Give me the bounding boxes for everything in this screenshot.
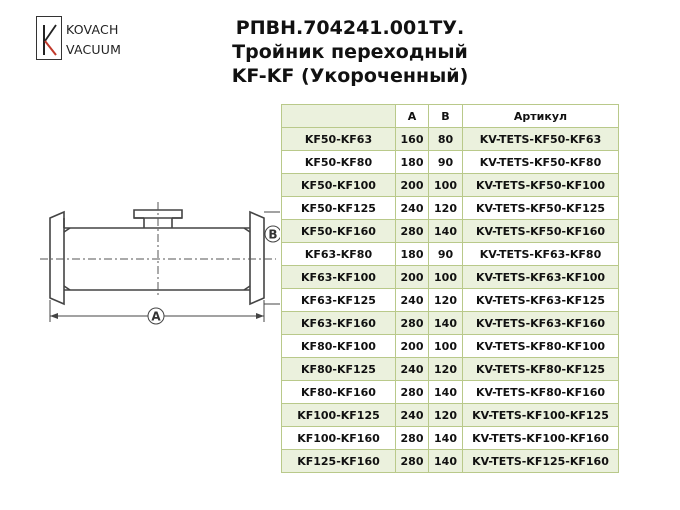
dimension-b-cell: 80 bbox=[429, 128, 463, 151]
model-cell: KF50-KF160 bbox=[282, 220, 396, 243]
model-cell: KF100-KF160 bbox=[282, 427, 396, 450]
dimension-b-cell: 100 bbox=[429, 266, 463, 289]
model-cell: KF50-KF80 bbox=[282, 151, 396, 174]
article-cell: KV-TETS-KF50-KF63 bbox=[463, 128, 619, 151]
article-cell: KV-TETS-KF125-KF160 bbox=[463, 450, 619, 473]
dimension-b-cell: 120 bbox=[429, 404, 463, 427]
model-cell: KF63-KF125 bbox=[282, 289, 396, 312]
dimension-b-cell: 100 bbox=[429, 174, 463, 197]
table-row bbox=[282, 427, 619, 450]
table-header-row bbox=[282, 105, 619, 128]
dimension-a-cell: 180 bbox=[396, 151, 429, 174]
dimension-a-cell: 280 bbox=[396, 381, 429, 404]
header-cell-b: B bbox=[429, 105, 463, 128]
header-cell-a: A bbox=[396, 105, 429, 128]
dimension-a-label bbox=[148, 308, 164, 324]
dimension-b-cell: 90 bbox=[429, 243, 463, 266]
dimension-a-cell: 280 bbox=[396, 220, 429, 243]
article-cell: KV-TETS-KF100-KF160 bbox=[463, 427, 619, 450]
table-row bbox=[282, 312, 619, 335]
dimension-a-cell: 200 bbox=[396, 174, 429, 197]
dimension-b-cell: 90 bbox=[429, 151, 463, 174]
table-row bbox=[282, 381, 619, 404]
article-cell: KV-TETS-KF80-KF125 bbox=[463, 358, 619, 381]
header-cell-model bbox=[282, 105, 396, 128]
table-row bbox=[282, 151, 619, 174]
article-cell: KV-TETS-KF50-KF80 bbox=[463, 151, 619, 174]
article-cell: KV-TETS-KF50-KF160 bbox=[463, 220, 619, 243]
dimension-b-cell: 140 bbox=[429, 450, 463, 473]
model-cell: KF80-KF100 bbox=[282, 335, 396, 358]
table-row bbox=[282, 289, 619, 312]
dimension-a-cell: 280 bbox=[396, 312, 429, 335]
article-cell: KV-TETS-KF80-KF160 bbox=[463, 381, 619, 404]
dimension-a-cell: 280 bbox=[396, 427, 429, 450]
logo-text-kovach: KOVACH bbox=[66, 22, 119, 37]
article-cell: KV-TETS-KF50-KF125 bbox=[463, 197, 619, 220]
dimension-b-cell: 100 bbox=[429, 335, 463, 358]
dimension-b-cell: 140 bbox=[429, 312, 463, 335]
dimension-b-cell: 140 bbox=[429, 427, 463, 450]
dimension-a-cell: 160 bbox=[396, 128, 429, 151]
table-row bbox=[282, 266, 619, 289]
model-cell: KF80-KF125 bbox=[282, 358, 396, 381]
article-cell: KV-TETS-KF63-KF80 bbox=[463, 243, 619, 266]
specification-table bbox=[281, 104, 619, 473]
model-cell: KF50-KF100 bbox=[282, 174, 396, 197]
dimension-b-cell: 120 bbox=[429, 197, 463, 220]
dimension-b-cell: 120 bbox=[429, 289, 463, 312]
dimension-a-cell: 240 bbox=[396, 289, 429, 312]
tee-drawing bbox=[0, 0, 280, 510]
dimension-a-cell: 200 bbox=[396, 266, 429, 289]
svg-text:A: A bbox=[151, 309, 161, 324]
article-cell: KV-TETS-KF50-KF100 bbox=[463, 174, 619, 197]
table-row bbox=[282, 358, 619, 381]
logo-text-vacuum: VACUUM bbox=[66, 42, 122, 57]
model-cell: KF50-KF125 bbox=[282, 197, 396, 220]
table-row bbox=[282, 174, 619, 197]
model-cell: KF63-KF80 bbox=[282, 243, 396, 266]
table-row bbox=[282, 197, 619, 220]
table-row bbox=[282, 243, 619, 266]
table-row bbox=[282, 128, 619, 151]
model-cell: KF80-KF160 bbox=[282, 381, 396, 404]
table-row bbox=[282, 335, 619, 358]
table-row bbox=[282, 220, 619, 243]
header-cell-article: Артикул bbox=[463, 105, 619, 128]
dimension-a-cell: 240 bbox=[396, 404, 429, 427]
dimension-a-cell: 240 bbox=[396, 197, 429, 220]
title-product-type: KF-KF (Укороченный) bbox=[231, 65, 469, 87]
title-product-name: Тройник переходный bbox=[232, 41, 468, 63]
model-cell: KF63-KF100 bbox=[282, 266, 396, 289]
dimension-b-cell: 140 bbox=[429, 220, 463, 243]
dimension-a-cell: 200 bbox=[396, 335, 429, 358]
dimension-b-label bbox=[265, 226, 280, 242]
table-row bbox=[282, 404, 619, 427]
title-doc-number: РПВН.704241.001ТУ. bbox=[235, 17, 465, 39]
model-cell: KF125-KF160 bbox=[282, 450, 396, 473]
model-cell: KF50-KF63 bbox=[282, 128, 396, 151]
article-cell: KV-TETS-KF63-KF125 bbox=[463, 289, 619, 312]
dimension-b-cell: 120 bbox=[429, 358, 463, 381]
dimension-a-cell: 240 bbox=[396, 358, 429, 381]
article-cell: KV-TETS-KF63-KF100 bbox=[463, 266, 619, 289]
model-cell: KF63-KF160 bbox=[282, 312, 396, 335]
article-cell: KV-TETS-KF80-KF100 bbox=[463, 335, 619, 358]
svg-text:B: B bbox=[268, 227, 278, 242]
model-cell: KF100-KF125 bbox=[282, 404, 396, 427]
dimension-b-cell: 140 bbox=[429, 381, 463, 404]
dimension-a-cell: 280 bbox=[396, 450, 429, 473]
article-cell: KV-TETS-KF100-KF125 bbox=[463, 404, 619, 427]
article-cell: KV-TETS-KF63-KF160 bbox=[463, 312, 619, 335]
dimension-a-cell: 180 bbox=[396, 243, 429, 266]
table-row bbox=[282, 450, 619, 473]
